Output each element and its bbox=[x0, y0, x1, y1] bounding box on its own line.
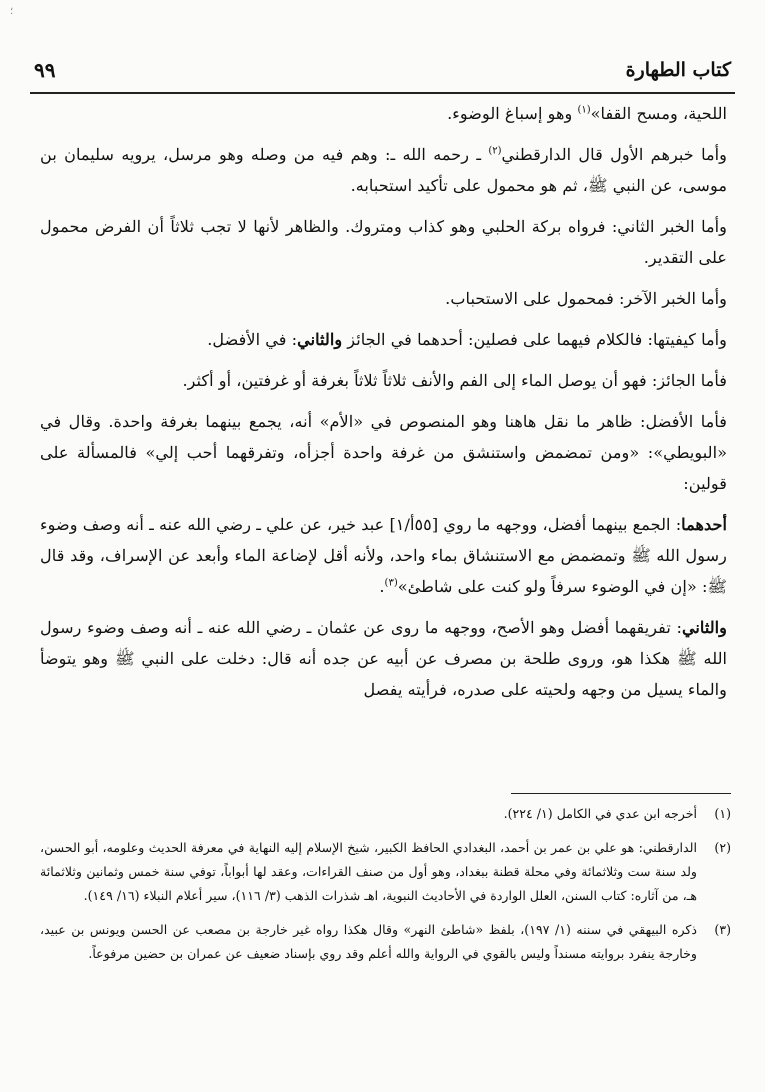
paragraph-6: فأما الجائز: فهو أن يوصل الماء إلى الفم والأنف ثلاثاً ثلاثاً بغرفة أو غرفتين، أو أكثر. bbox=[182, 371, 727, 390]
paragraph-4: وأما الخبر الآخر: فمحمول على الاستحباب. bbox=[445, 289, 727, 308]
footnote-ref-2: (٢) bbox=[488, 145, 502, 157]
corner-mark: ؛ bbox=[10, 6, 14, 17]
footnotes bbox=[40, 802, 731, 976]
chapter-title: كتاب الطهارة bbox=[625, 59, 731, 81]
paragraph-5: وأما كيفيتها: فالكلام فيهما على فصلين: أحدهما في الجائز والثاني: في الأفضل. bbox=[207, 330, 727, 349]
footnote-separator bbox=[511, 793, 731, 794]
footnote-text: الدارقطني: هو علي بن عمر بن أحمد، البغدادي الحافظ الكبير، شيخ الإسلام إليه النهاية في معرفة الحديث وعلومه، أبو الحسن، ولد سنة ست وثلاثمائة وفي محلة قطنة ببغداد، وهو أول من صنف القراءات، وعقد لها أبواباً، توفي سنة خمس وثمانين وثلاثمائة هـ، من آثاره: كتاب السنن، العلل الواردة في الأحاديث النبوية، اهـ شذرات الذهب (٣/ ١١٦)، سير أعلام النبلاء (١٦/ ١٤٩). bbox=[40, 840, 697, 903]
footnote-ref-1: (١) bbox=[577, 104, 591, 116]
footnote-number: (٣) bbox=[714, 922, 731, 937]
page-header bbox=[34, 52, 731, 88]
footnote-3 bbox=[40, 918, 731, 966]
page-number: ٩٩ bbox=[34, 58, 56, 82]
paragraph-3: وأما الخبر الثاني: فرواه بركة الحلبي وهو كذاب ومتروك. والظاهر لأنها لا تجب ثلاثاً أن الفرض محمول على التقدير. bbox=[40, 217, 727, 267]
footnote-2 bbox=[40, 836, 731, 908]
paragraph-8: أحدهما: الجمع بينهما أفضل، ووجهه ما روي [٥٥أ/١] عبد خير، عن علي ـ رضي الله عنه ـ أنه وصف وضوء رسول الله ﷺ وتمضمض مع الاستنشاق بماء واحد، ولأنه أقل لإضاعة الماء وأبعد عن الإسراف، وقد قال ﷺ: «إن في الوضوء سرفاً ولو كنت على شاطئ»$^{(٣)}$. bbox=[40, 515, 727, 596]
footnote-number: (١) bbox=[714, 806, 731, 821]
footnote-text: أخرجه ابن عدي في الكامل (١/ ٢٢٤). bbox=[503, 806, 697, 821]
paragraph-7: فأما الأفضل: ظاهر ما نقل هاهنا وهو المنصوص في «الأم» أنه، يجمع بينهما بغرفة واحدة. وقال في «البويطي»: «ومن تمضمض واستنشق من غرفة واحدة أجزأه، وتفرقهما أحب إلي» فالمسألة على قولين: bbox=[40, 412, 727, 493]
paragraph-1: اللحية، ومسح القفا»$^{(١)}$ وهو إسباغ الوضوء. bbox=[447, 104, 727, 123]
footnote-1 bbox=[40, 802, 731, 826]
paragraph-9: والثاني: تفريقهما أفضل وهو الأصح، ووجهه ما روى عن عثمان ـ رضي الله عنه ـ أنه وصف وضوء رسول الله ﷺ هكذا هو، وروى طلحة بن مصرف عن أبيه عن جده أنه قال: دخلت على النبي ﷺ وهو يتوضأ والماء يسيل من وجهه ولحيته على صدره، فرأيته يفصل bbox=[40, 618, 727, 699]
footnote-ref-3: (٣) bbox=[384, 577, 398, 589]
main-text bbox=[40, 98, 727, 715]
header-rule bbox=[30, 92, 735, 94]
paragraph-2: وأما خبرهم الأول قال الدارقطني$^{(٢)}$ ـ رحمه الله ـ: وهم فيه من وصله وهو مرسل، يرويه سليمان بن موسى، عن النبي ﷺ، ثم هو محمول على تأكيد استحبابه. bbox=[40, 145, 727, 195]
footnote-text: ذكره البيهقي في سننه (١/ ١٩٧)، بلفظ «شاطئ النهر» وقال هكذا رواه غير خارجة بن مصعب عن الحسن ويونس بن عبيد، وخارجة ينفرد بروايته مسنداً وليس بالقوي في الرواية والله أعلم وقد روي بإسناد ضعيف عن عمران بن حضين مرفوعاً. bbox=[40, 922, 698, 961]
footnote-number: (٢) bbox=[714, 840, 731, 855]
